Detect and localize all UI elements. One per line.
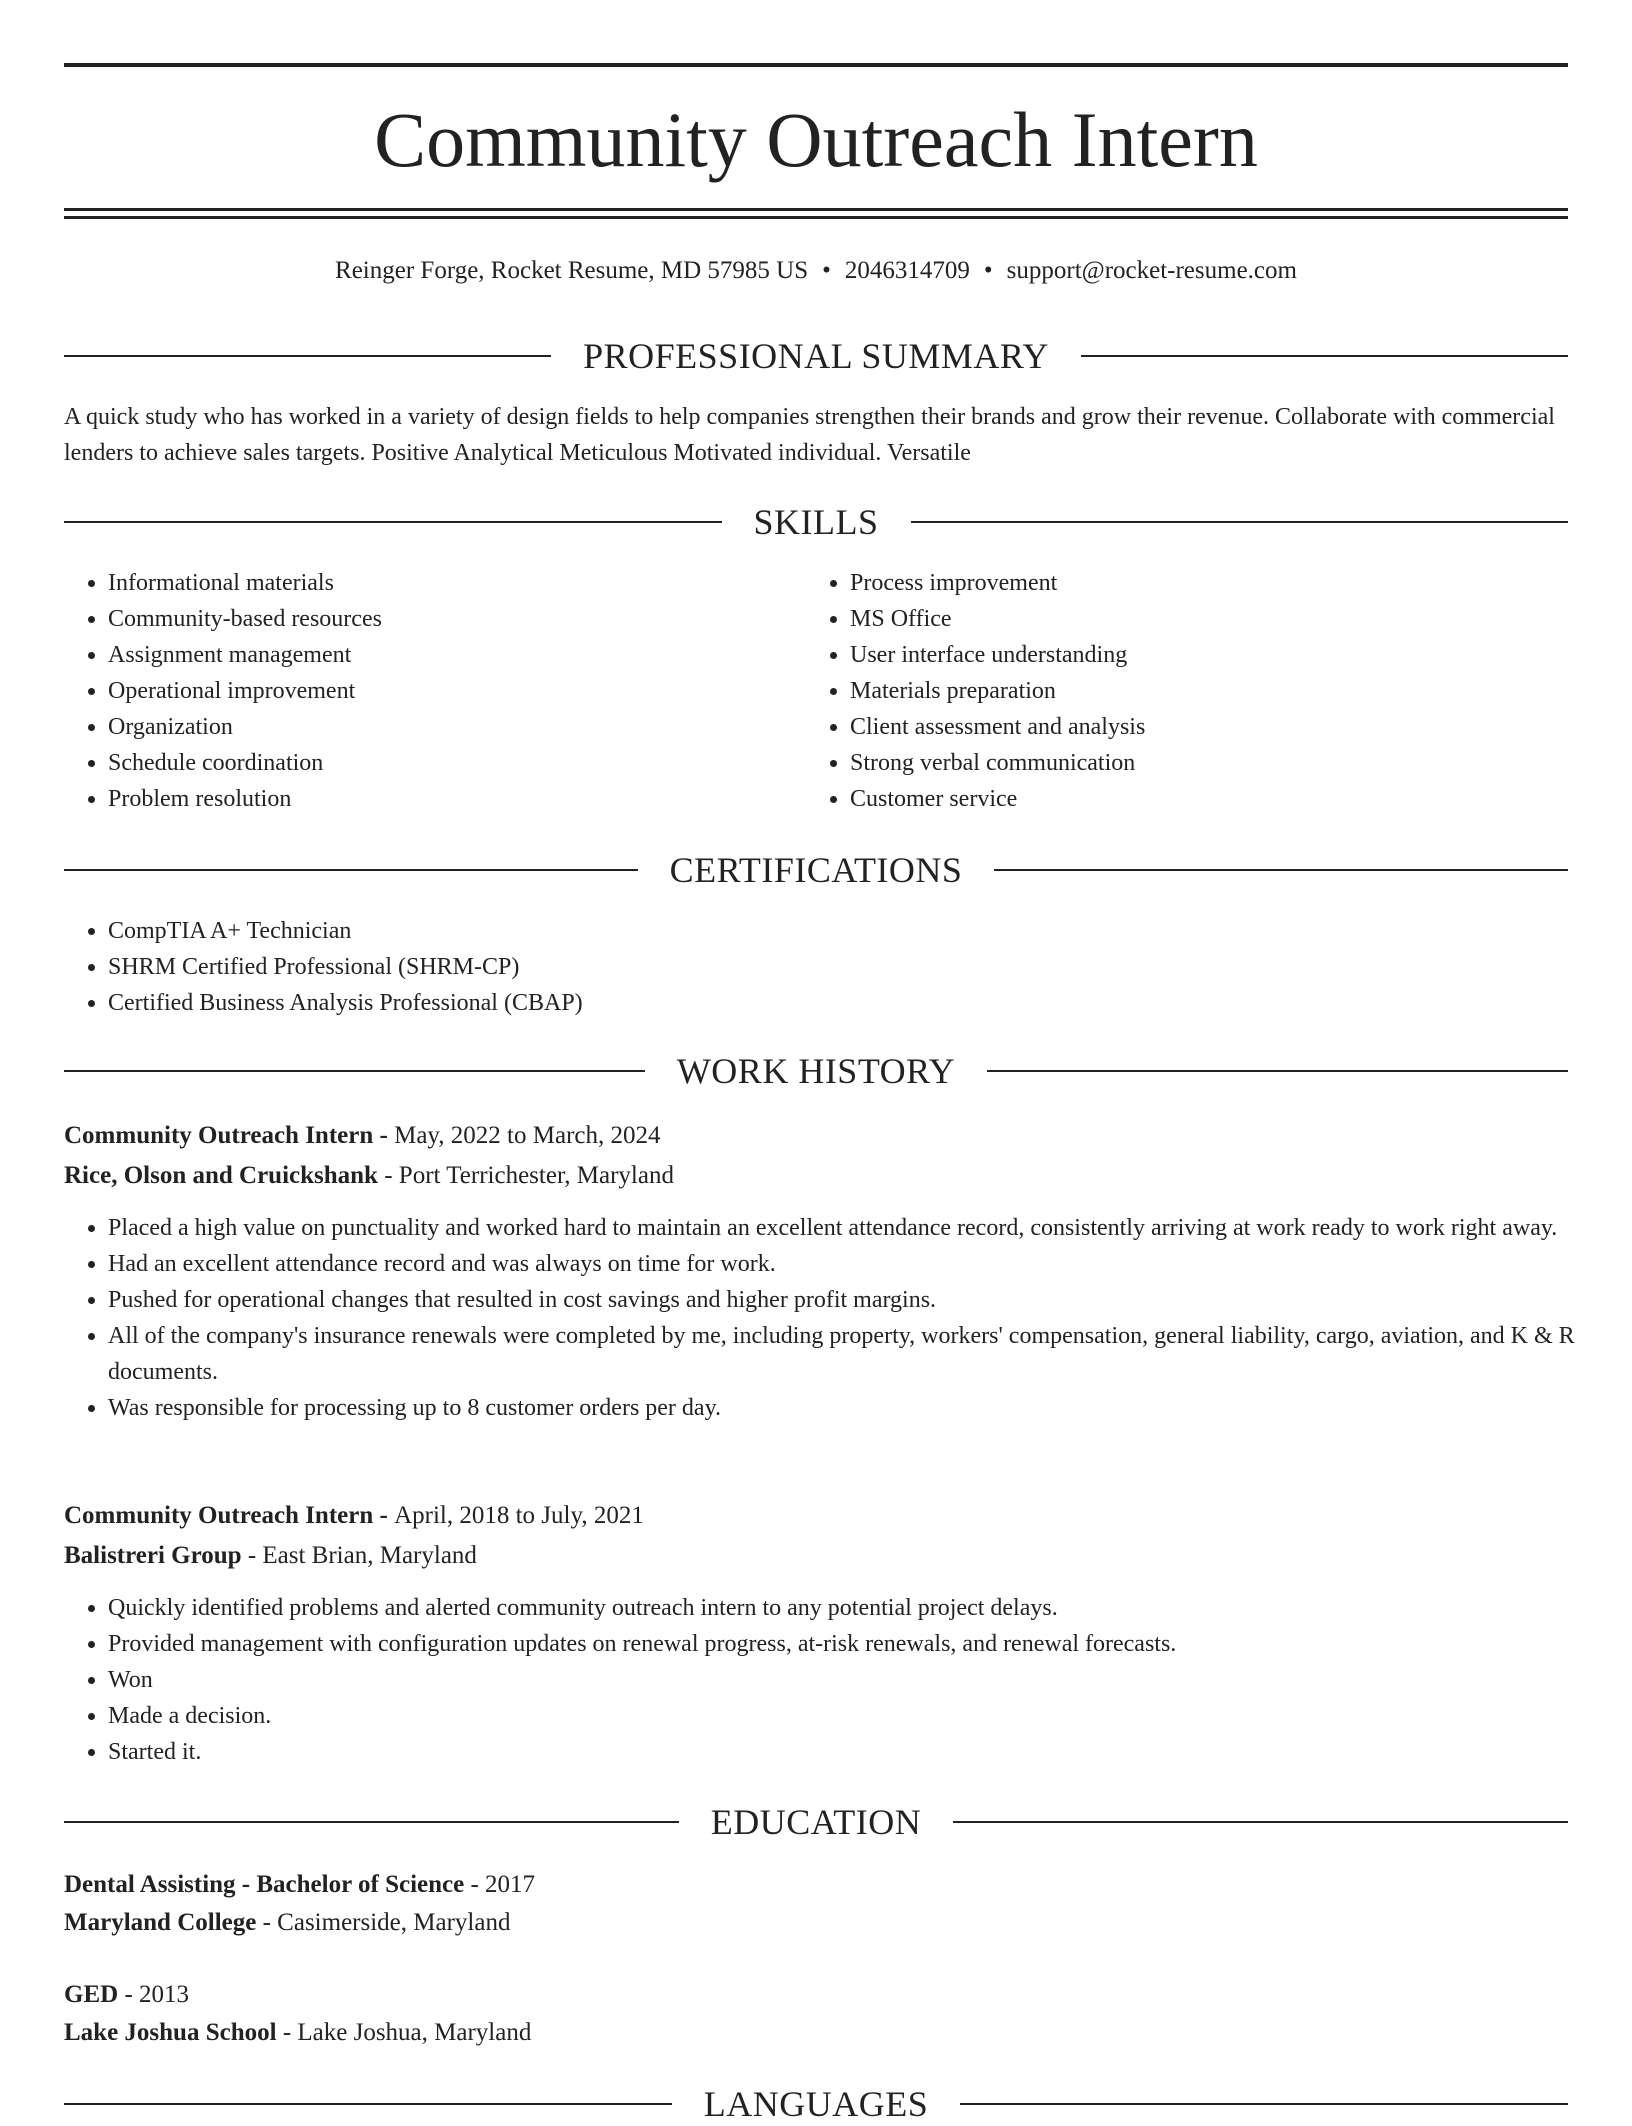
section-title: LANGUAGES [703,2084,929,2124]
heading-rule [953,1821,1568,1823]
skills-list-right [806,565,1550,817]
certification-item: • SHRM Certified Professional (SHRM-CP) [108,949,1548,985]
job-dates: April, 2018 to July, 2021 [394,1502,644,1529]
job-bullet: • Made a decision. [108,1698,1612,1734]
title-rule-lower [64,216,1568,219]
job-location: Port Terrichester, Maryland [398,1162,674,1189]
heading-rule [994,869,1568,871]
job-location: East Brian, Maryland [262,1542,477,1569]
section-heading-work-history [64,1049,1568,1093]
skill-item: • Assignment management [108,637,808,673]
heading-rule [64,521,722,523]
job-bullet: • Placed a high value on punctuality and worked hard to maintain an excellent attendance record, consistently arriving at work ready to work right away. [108,1210,1612,1246]
contact-line [64,256,1568,286]
job-company-line: Balistreri Group - East Brian, Maryland [64,1542,477,1569]
skill-item: • MS Office [850,601,1550,637]
job-company: Rice, Olson and Cruickshank [64,1162,378,1189]
skill-item: • Strong verbal communication [850,745,1550,781]
job-bullet: • Was responsible for processing up to 8 customer orders per day. [108,1390,1612,1426]
job-title-line: Community Outreach Intern - April, 2018 to July, 2021 [64,1502,644,1529]
education-degree: GED [64,1981,119,2008]
job-bullets [64,1210,1612,1426]
skill-item: • Process improvement [850,565,1550,601]
contact-separator: • [983,257,993,284]
heading-rule [64,2103,672,2105]
summary-text: A quick study who has worked in a variety of design fields to help companies strengthen their brands and grow their revenue. Collaborate with commercial lenders to achieve sales targets. Positive Analytical Meticulous Motivated individual. Versatile [64,404,1555,466]
job-title-line: Community Outreach Intern - May, 2022 to March, 2024 [64,1122,661,1149]
heading-rule [64,869,638,871]
section-title: PROFESSIONAL SUMMARY [583,336,1049,376]
section-title: EDUCATION [710,1802,922,1842]
education-location: Lake Joshua, Maryland [297,2019,532,2046]
contact-phone: 2046314709 [844,257,970,284]
contact-separator: • [822,257,831,284]
section-title: CERTIFICATIONS [669,850,963,890]
heading-rule [64,1070,645,1072]
job-bullet: • Provided management with configuration updates on renewal progress, at-risk renewals, and renewal forecasts. [108,1626,1612,1662]
heading-rule [960,2103,1568,2105]
section-heading-skills [64,500,1568,544]
contact-address: Reinger Forge, Rocket Resume, MD 57985 US [335,257,809,284]
skill-item: • Customer service [850,781,1550,817]
certification-item: • CompTIA A+ Technician [108,913,1548,949]
heading-rule [64,355,551,357]
skill-item: • Operational improvement [108,673,808,709]
education-degree-line: GED - 2013 [64,1981,190,2008]
education-school-line: Maryland College - Casimerside, Maryland [64,1909,511,1936]
education-school: Lake Joshua School [64,2019,277,2046]
education-degree-line: Dental Assisting - Bachelor of Science - 2017 [64,1871,536,1898]
education-year: 2017 [485,1871,536,1898]
section-title: SKILLS [753,502,879,542]
skill-item: • Problem resolution [108,781,808,817]
education-year: 2013 [139,1981,190,2008]
heading-rule [64,1821,679,1823]
job-bullet: • All of the company's insurance renewals were completed by me, including property, workers' compensation, general liability, cargo, aviation, and K & R documents. [108,1318,1612,1390]
job-bullet: • Had an excellent attendance record and was always on time for work. [108,1246,1612,1282]
heading-rule [911,521,1569,523]
skill-item: • Materials preparation [850,673,1550,709]
skill-item: • User interface understanding [850,637,1550,673]
heading-rule [1081,355,1568,357]
resume-title: Community Outreach Intern [374,96,1258,183]
section-heading-education [64,1800,1568,1844]
title-rule-upper [64,208,1568,211]
section-heading-summary [64,334,1568,378]
heading-rule [987,1070,1568,1072]
education-school: Maryland College [64,1909,257,1936]
job-title: Community Outreach Intern [64,1502,374,1529]
job-bullet: • Quickly identified problems and alerted community outreach intern to any potential project delays. [108,1590,1612,1626]
education-school-line: Lake Joshua School - Lake Joshua, Maryland [64,2019,532,2046]
education-degree: Dental Assisting - Bachelor of Science [64,1871,465,1898]
certifications-list [64,913,1548,1021]
skill-item: • Client assessment and analysis [850,709,1550,745]
skill-item: • Informational materials [108,565,808,601]
job-bullet: • Won [108,1662,1612,1698]
section-title: WORK HISTORY [676,1051,956,1091]
skill-item: • Community-based resources [108,601,808,637]
education-location: Casimerside, Maryland [277,1909,511,1936]
job-company-line: Rice, Olson and Cruickshank - Port Terrichester, Maryland [64,1162,674,1189]
top-rule [64,63,1568,67]
skill-item: • Organization [108,709,808,745]
section-heading-languages [64,2082,1568,2126]
skills-list-left [64,565,808,817]
job-dates: May, 2022 to March, 2024 [394,1122,661,1149]
skill-item: • Schedule coordination [108,745,808,781]
job-bullet: • Started it. [108,1734,1612,1770]
job-title: Community Outreach Intern [64,1122,374,1149]
job-bullets [64,1590,1612,1770]
job-company: Balistreri Group [64,1542,242,1569]
job-bullet: • Pushed for operational changes that resulted in cost savings and higher profit margins. [108,1282,1612,1318]
contact-email: support@rocket-resume.com [1006,257,1297,284]
section-heading-certifications [64,848,1568,892]
certification-item: • Certified Business Analysis Professional (CBAP) [108,985,1548,1021]
